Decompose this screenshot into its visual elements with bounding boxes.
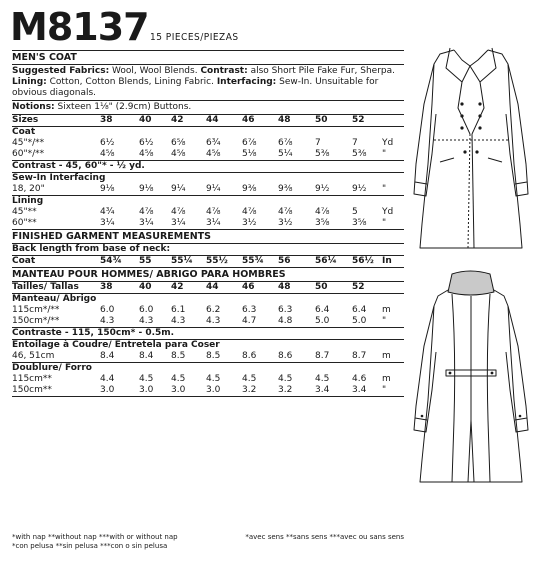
cell-value: 55¾ [242, 256, 264, 266]
cell-value: 3½ [278, 218, 293, 228]
cell-value: 6⅞ [278, 138, 293, 148]
cell-value: 56 [278, 256, 291, 266]
interfacing-label: Interfacing: [216, 77, 277, 87]
fabrics-label: Suggested Fabrics: [12, 66, 110, 76]
notions-text: Sixteen 1⅛" (2.9cm) Buttons. [54, 102, 192, 112]
cell-value: 3⅝ [352, 218, 367, 228]
lining-text: Cotton, Cotton Blends, Lining Fabric. [46, 77, 217, 87]
cell-value: 4⅝ [206, 149, 221, 159]
cell-value: 6⅞ [242, 138, 257, 148]
cell-unit: m [382, 305, 391, 315]
cell-value: 3¼ [206, 218, 221, 228]
cell-value: 6½ [100, 138, 115, 148]
footer-notes [12, 533, 404, 551]
abrigo-rows [12, 305, 404, 327]
cell-value: 4⅞ [315, 207, 330, 217]
lining-label: Lining: [12, 77, 47, 87]
cell-value: 4.5 [206, 374, 221, 384]
contrast-line: Contrast - 45, 60"* - ½ yd. [12, 160, 404, 172]
forro-rows [12, 374, 404, 396]
yardage-row [12, 316, 404, 327]
row-label: Coat [12, 256, 36, 266]
cell-value: 6.3 [278, 305, 293, 315]
cell-value: 3.2 [242, 385, 257, 395]
cell-value: 4¾ [100, 207, 115, 217]
yardage-row [12, 385, 404, 396]
cell-value: 4.6 [352, 374, 367, 384]
cell-value: 56½ [352, 256, 374, 266]
yardage-row [12, 305, 404, 316]
cell-value: 4.5 [171, 374, 186, 384]
row-label: 60"*/** [12, 149, 45, 159]
yardage-chart [12, 50, 404, 397]
cell-value: 3¼ [171, 218, 186, 228]
contraste-line: Contraste - 115, 150cm* - 0.5m. [12, 327, 404, 339]
cell-value: 3.0 [206, 385, 221, 395]
cell-value: 55½ [206, 256, 228, 266]
fabrics-paragraph [12, 64, 404, 100]
cell-unit: " [382, 184, 387, 194]
cell-value: 4.7 [242, 316, 257, 326]
footer-nap-en: *with nap **without nap ***with or without nap [12, 533, 178, 541]
finished-rows [12, 255, 404, 267]
cell-unit: Yd [382, 207, 394, 217]
cell-value: 5.0 [352, 316, 367, 326]
cell-value: 6.0 [100, 305, 115, 315]
size-value: 42 [171, 115, 184, 125]
row-label: 45"*/** [12, 138, 45, 148]
cell-value: 8.6 [242, 351, 257, 361]
sizes-row [12, 114, 404, 126]
cell-value: 55¼ [171, 256, 193, 266]
coat-front-drawing [414, 48, 528, 248]
row-label: 150cm*/** [12, 316, 60, 326]
size-value: 46 [242, 115, 255, 125]
pattern-number: M8137 [10, 5, 149, 49]
cell-value: 56¼ [315, 256, 337, 266]
cell-value: 3.4 [315, 385, 330, 395]
sizes-label: Sizes [12, 115, 39, 125]
cell-value: 9¼ [171, 184, 186, 194]
cell-value: 4⅝ [171, 149, 186, 159]
lining-heading: Lining [12, 195, 404, 207]
cell-value: 7 [352, 138, 358, 148]
cell-value: 9⅜ [242, 184, 257, 194]
size-value: 52 [352, 282, 365, 292]
cell-value: 6.0 [139, 305, 154, 315]
cell-value: 4⅝ [100, 149, 115, 159]
front-buttons [460, 102, 481, 153]
spanish-title: MANTEAU POUR HOMMES/ ABRIGO PARA HOMBRES [12, 267, 404, 281]
cell-value: 3¼ [139, 218, 154, 228]
coat-back-drawing [414, 271, 528, 482]
cell-value: 3.4 [352, 385, 367, 395]
contrast-text: also Short Pile Fake Fur, Sherpa. [247, 66, 396, 76]
cell-value: 9¼ [206, 184, 221, 194]
cell-value: 4⅝ [139, 149, 154, 159]
size-value: 48 [278, 115, 291, 125]
size-value: 50 [315, 282, 328, 292]
cell-unit: m [382, 351, 391, 361]
coat-heading: Coat [12, 126, 404, 138]
header [10, 4, 410, 50]
cell-value: 5⅜ [315, 149, 330, 159]
cell-value: 4⅞ [171, 207, 186, 217]
lining-rows [12, 207, 404, 229]
coat-technical-drawings [410, 44, 535, 534]
yardage-row [12, 351, 404, 362]
english-title: MEN'S COAT [12, 50, 404, 64]
cell-value: 4.3 [100, 316, 115, 326]
cell-value: 4⅞ [206, 207, 221, 217]
finished-title: FINISHED GARMENT MEASUREMENTS [12, 229, 404, 243]
cell-value: 6.4 [315, 305, 330, 315]
cell-value: 5⅛ [242, 149, 257, 159]
size-value: 38 [100, 115, 113, 125]
tallas-row [12, 281, 404, 293]
forro-heading: Doublure/ Forro [12, 362, 404, 374]
row-label: 150cm** [12, 385, 52, 395]
cell-value: 3¼ [100, 218, 115, 228]
cell-unit: m [382, 374, 391, 384]
cell-value: 5 [352, 207, 358, 217]
cell-value: 6.1 [171, 305, 186, 315]
yardage-row [12, 184, 404, 195]
notions-label: Notions: [12, 102, 55, 112]
row-label: 45"** [12, 207, 37, 217]
cell-value: 9⅛ [100, 184, 115, 194]
cell-value: 4.5 [278, 374, 293, 384]
cell-value: 4⅞ [139, 207, 154, 217]
cell-value: 8.6 [278, 351, 293, 361]
cell-value: 4.3 [139, 316, 154, 326]
cell-unit: " [382, 218, 387, 228]
back-length-heading: Back length from base of neck: [12, 243, 404, 255]
yardage-row [12, 374, 404, 385]
cell-value: 4.4 [100, 374, 115, 384]
pieces-count: 15 PIECES/PIEZAS [150, 32, 239, 43]
cell-value: 3.0 [139, 385, 154, 395]
row-label: 60"** [12, 218, 37, 228]
cell-unit: " [382, 316, 387, 326]
footer-nap-es: *con pelusa **sin pelusa ***con o sin pelusa [12, 542, 168, 550]
tallas-label: Tailles/ Tallas [12, 282, 79, 292]
row-label: 115cm** [12, 374, 52, 384]
footer-nap-fr: *avec sens **sans sens ***avec ou sans sens [245, 533, 404, 541]
interfacing-heading: Sew-In Interfacing [12, 172, 404, 184]
cell-unit: Yd [382, 138, 394, 148]
table-bottom-rule [12, 396, 404, 397]
cell-value: 9½ [352, 184, 367, 194]
entretela-heading: Entoilage à Coudre/ Entretela para Coser [12, 339, 404, 351]
cell-value: 6¾ [206, 138, 221, 148]
interfacing-rows [12, 184, 404, 195]
cell-value: 9⅜ [278, 184, 293, 194]
cell-value: 5⅜ [352, 149, 367, 159]
cell-value: 4.8 [278, 316, 293, 326]
yardage-row [12, 207, 404, 218]
cell-unit: " [382, 385, 387, 395]
cell-value: 4⅞ [242, 207, 257, 217]
cell-unit: " [382, 149, 387, 159]
cell-value: 8.4 [100, 351, 115, 361]
cell-value: 55 [139, 256, 152, 266]
size-value: 48 [278, 282, 291, 292]
cell-value: 6.2 [206, 305, 221, 315]
cell-value: 7 [315, 138, 321, 148]
interfacing-text: Sew-In. Unsuitable for obvious diagonals. [12, 77, 379, 98]
size-value: 52 [352, 115, 365, 125]
cell-value: 3⅝ [315, 218, 330, 228]
abrigo-heading: Manteau/ Abrigo [12, 293, 404, 305]
cell-value: 3.0 [100, 385, 115, 395]
cell-value: 54¾ [100, 256, 122, 266]
size-value: 40 [139, 115, 152, 125]
row-label: 18, 20" [12, 184, 45, 194]
cell-value: 3½ [242, 218, 257, 228]
cell-value: 4.3 [206, 316, 221, 326]
cell-value: 8.5 [206, 351, 221, 361]
row-label: 115cm*/** [12, 305, 60, 315]
cell-value: 6.4 [352, 305, 367, 315]
size-value: 42 [171, 282, 184, 292]
cell-value: 3.0 [171, 385, 186, 395]
yardage-row [12, 149, 404, 160]
cell-unit: In [382, 256, 392, 266]
cell-value: 3.2 [278, 385, 293, 395]
cell-value: 8.5 [171, 351, 186, 361]
cell-value: 8.4 [139, 351, 154, 361]
size-value: 50 [315, 115, 328, 125]
cell-value: 4.5 [242, 374, 257, 384]
notions-paragraph [12, 100, 404, 114]
yardage-row [12, 218, 404, 229]
cell-value: 5¼ [278, 149, 293, 159]
cell-value: 4.3 [171, 316, 186, 326]
size-value: 46 [242, 282, 255, 292]
cell-value: 6½ [139, 138, 154, 148]
cell-value: 6⅝ [171, 138, 186, 148]
cell-value: 4.5 [315, 374, 330, 384]
contrast-label: Contrast: [200, 66, 248, 76]
size-value: 40 [139, 282, 152, 292]
yardage-row [12, 255, 404, 267]
size-value: 44 [206, 282, 219, 292]
size-value: 44 [206, 115, 219, 125]
cell-value: 5.0 [315, 316, 330, 326]
cell-value: 8.7 [352, 351, 367, 361]
entretela-rows [12, 351, 404, 362]
cell-value: 9½ [315, 184, 330, 194]
yardage-row [12, 138, 404, 149]
size-value: 38 [100, 282, 113, 292]
fabrics-text: Wool, Wool Blends. [109, 66, 201, 76]
row-label: 46, 51cm [12, 351, 55, 361]
cell-value: 8.7 [315, 351, 330, 361]
cell-value: 4.5 [139, 374, 154, 384]
cell-value: 6.3 [242, 305, 257, 315]
cell-value: 9⅛ [139, 184, 154, 194]
coat-rows [12, 138, 404, 160]
cell-value: 4⅞ [278, 207, 293, 217]
